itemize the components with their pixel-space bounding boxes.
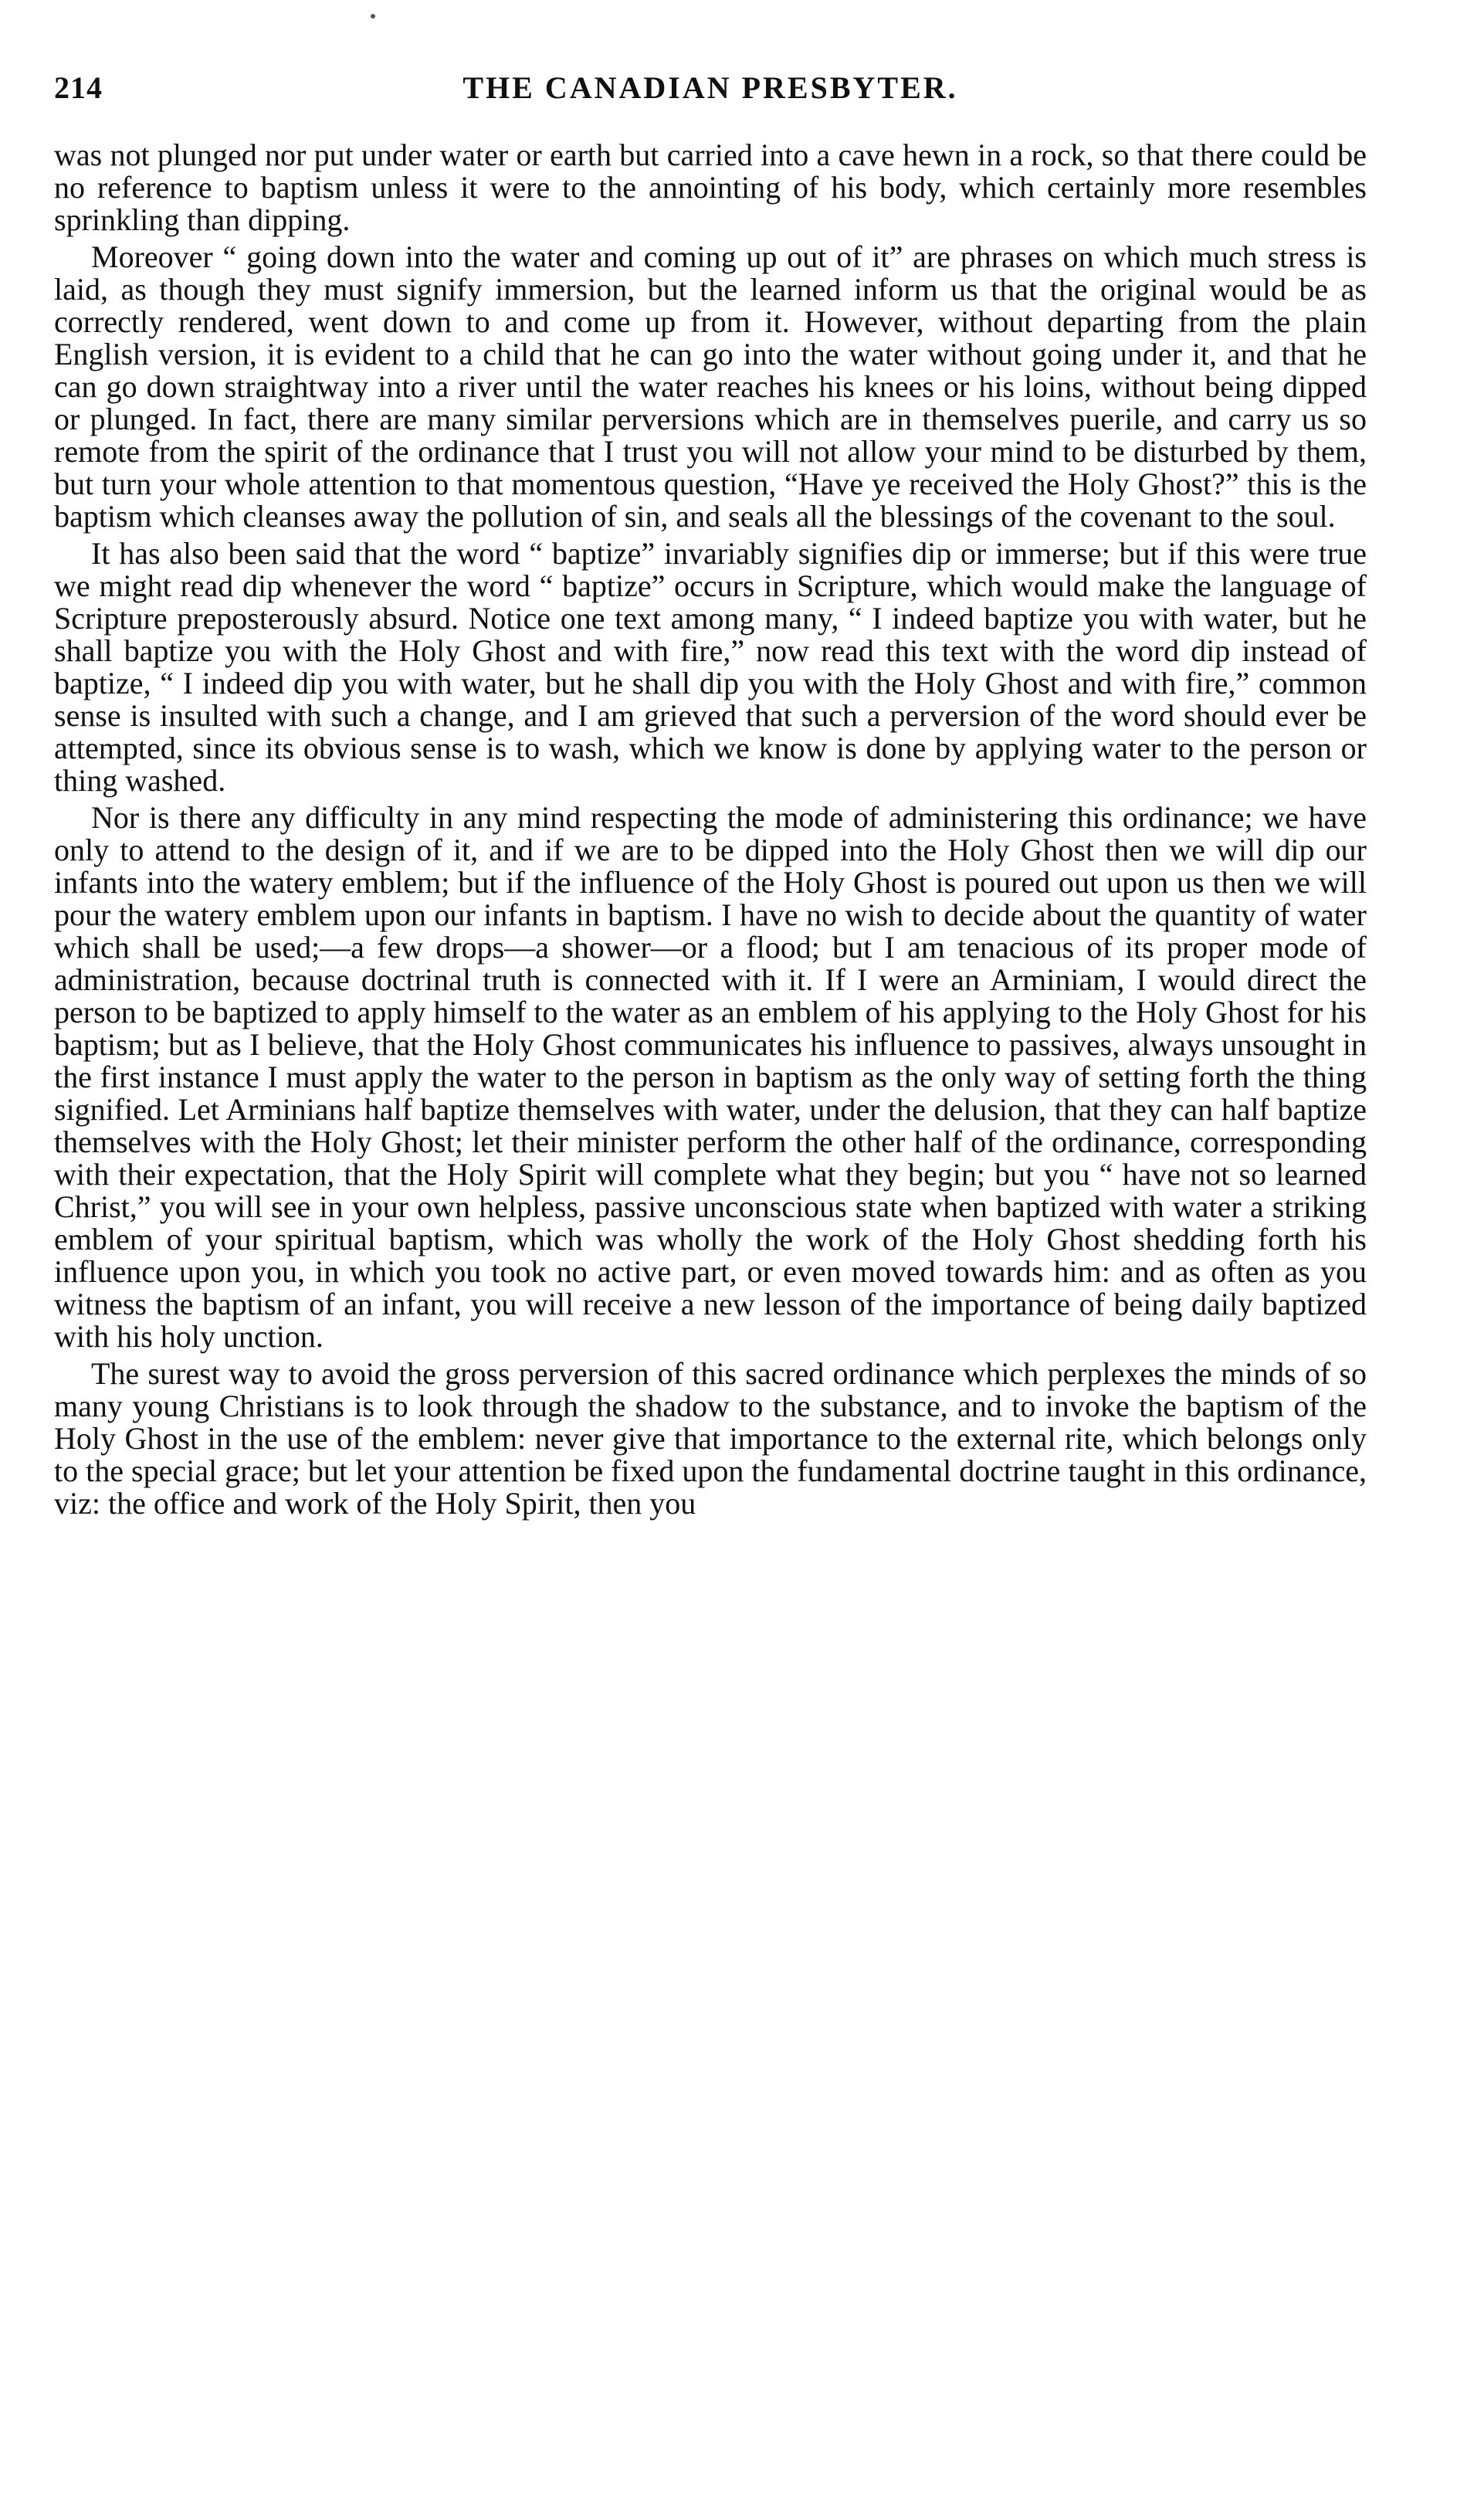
print-speck (371, 14, 375, 19)
paragraph-word-baptize: It has also been said that the word “ baptize” invariably signifies dip or immerse; but if this were true we might read dip whenever the word “ baptize” occurs in Scripture, which would make the language of Scripture preposterously absurd. Notice one text among many, “ I indeed baptize you with water, but he shall baptize you with the Holy Ghost and with fire,” now read this text with the word dip instead of baptize, “ I indeed dip you with water, but he shall dip you with the Holy Ghost and with fire,” common sense is insulted with such a change, and I am grieved that such a perversion of the word should ever be attempted, since its obvious sense is to wash, which we know is done by applying water to the person or thing washed. (54, 536, 1367, 798)
running-head: THE CANADIAN PRESBYTER. (462, 70, 958, 105)
paragraph-continuation: was not plunged nor put under water or earth but carried into a cave hewn in a rock, so that there could be no reference to baptism unless it were to the annointing of his body, which certainly more resembles sprinkling than dipping. (54, 137, 1367, 237)
paragraph-mode-of-administering: Nor is there any difficulty in any mind respecting the mode of administering this ordinance; we have only to attend to the design of it, and if we are to be dipped into the Holy Ghost then we will dip our infants into the watery emblem; but if the influence of the Holy Ghost is poured out upon us then we will pour the watery emblem upon our infants in baptism. I have no wish to decide about the quantity of water which shall be used;—a few drops—a shower—or a flood; but I am tenacious of its proper mode of administration, because doctrinal truth is connected with it. If I were an Arminiam, I would direct the person to be baptized to apply himself to the water as an emblem of his applying to the Holy Ghost for his baptism; but as I believe, that the Holy Ghost communicates his influence to passives, always unsought in the first instance I must apply the water to the person in baptism as the only way of setting forth the thing signified. Let Arminians half baptize themselves with water, under the delusion, that they can half baptize themselves with the Holy Ghost; let their minister perform the other half of the ordinance, corresponding with their expectation, that the Holy Spirit will complete what they begin; but you “ have not so learned Christ,” you will see in your own helpless, passive unconscious state when baptized with water a striking emblem of your spiritual baptism, which was wholly the work of the Holy Ghost shedding forth his influence upon you, in which you took no active part, or even moved towards him: and as often as you witness the baptism of an infant, you will receive a new lesson of the importance of being daily baptized with his holy unction. (54, 800, 1367, 1354)
body-text (54, 139, 1367, 1520)
page-header (54, 70, 1367, 116)
page-number: 214 (54, 70, 103, 105)
paragraph-surest-way: The surest way to avoid the gross perversion of this sacred ordinance which perplexes the minds of so many young Christians is to look through the shadow to the substance, and to invoke the baptism of the Holy Ghost in the use of the emblem: never give that importance to the external rite, which belongs only to the special grace; but let your attention be fixed upon the fundamental doctrine taught in this ordinance, viz: the office and work of the Holy Spirit, then you (54, 1356, 1367, 1521)
paragraph-going-down: Moreover “ going down into the water and coming up out of it” are phrases on which much stress is laid, as though they must signify immersion, but the learned inform us that the original would be as correctly rendered, went down to and come up from it. However, without departing from the plain English version, it is evident to a child that he can go into the water without going under it, and that he can go down straightway into a river until the water reaches his knees or his loins, without being dipped or plunged. In fact, there are many similar perversions which are in themselves puerile, and carry us so remote from the spirit of the ordinance that I trust you will not allow your mind to be disturbed by them, but turn your whole attention to that momentous question, “Have ye received the Holy Ghost?” this is the baptism which cleanses away the pollution of sin, and seals all the blessings of the covenant to the soul. (54, 239, 1367, 534)
